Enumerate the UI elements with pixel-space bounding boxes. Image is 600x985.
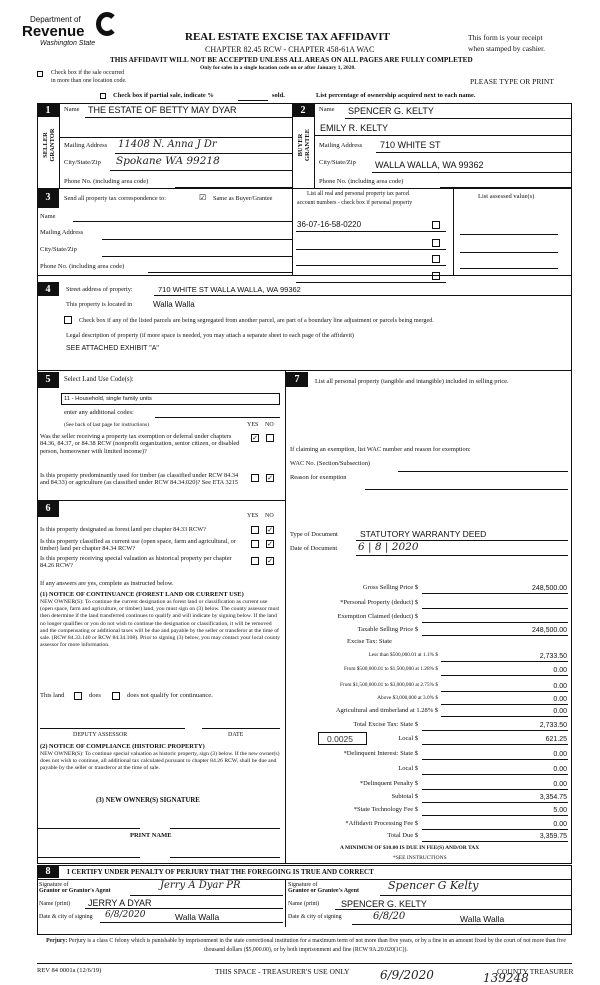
tax-row-line [441,704,568,705]
tax-row-label: *State Technology Fee $ [353,806,418,813]
doc-date[interactable]: 6 | 8 | 2020 [358,541,419,553]
grantor-name-label: Name (print) [39,901,71,907]
tax-row-label: Subtotal $ [391,793,418,800]
assessor-date-line[interactable] [202,728,280,729]
warning-text: THIS AFFIDAVIT WILL NOT BE ACCEPTED UNLESS ALL AREAS ON ALL PAGES ARE FULLY COMPLETED [110,56,473,64]
tax-row-line [422,635,568,636]
form-subtitle: CHAPTER 82.45 RCW - CHAPTER 458-61A WAC [205,45,375,54]
tax-row-label: Local $ [398,735,418,742]
corr-mail-label: Mailing Address [40,229,84,236]
wac-field[interactable] [398,471,568,472]
partial-sale-checkbox[interactable] [100,93,106,99]
grantor-sig-label-2: Grantor or Grantor's Agent [39,888,111,894]
tax-row-value[interactable]: 0.00 [553,821,567,828]
same-as-buyer-label: Same as Buyer/Grantee [213,195,273,202]
s6-question-3: Is this property receiving special valuation as historical property per chapter 84.26 RCW? [40,555,232,569]
tax-row-label: *Delinquent Interest: State $ [343,750,418,757]
tax-row-line [422,815,568,816]
deputy-assessor-label: DEPUTY ASSESSOR [73,732,128,738]
grantee-name-label: Name (print) [288,901,320,907]
section-5-number: 5 [37,372,59,388]
tax-row-value[interactable]: 0.00 [553,751,567,758]
tax-row-label: From $500,000.01 to $1,500,000 at 1.28% $ [343,666,438,672]
sold-label: sold. [272,92,285,99]
s6-no-header: NO [265,513,274,519]
grantor-city[interactable]: Walla Walla [175,912,220,922]
corr-mail-field[interactable] [102,239,292,240]
notice-continuance-title: (1) NOTICE OF CONTINUANCE (FOREST LAND OR CURRENT USE) [40,591,244,598]
seller-mail-label: Mailing Address [64,142,108,149]
certify-statement: I CERTIFY UNDER PENALTY OF PERJURY THAT THE FOREGOING IS TRUE AND CORRECT [67,868,374,876]
tax-row-value[interactable]: 0.00 [553,696,567,703]
land-use-select[interactable] [61,393,280,405]
parcel-line [296,282,446,283]
tax-row-value[interactable]: 0.00 [553,683,567,690]
seller-city-state-zip[interactable]: Spokane WA 99218 [116,155,220,167]
form-revision: REV 84 0001a (12/6/19) [37,967,102,974]
notice-compliance-title: (2) NOTICE OF COMPLIANCE (HISTORIC PROPERTY) [40,743,205,750]
legal-label: Legal description of property (if more space is needed, you may attach a separate sheet to each page of the affidavit) [66,332,354,339]
buyer-mail-label: Mailing Address [319,142,363,149]
owner-signature-line-2[interactable] [170,828,280,829]
land-use-label: Select Land Use Code(s): [64,376,134,383]
tax-row-label: *Affidavit Processing Fee $ [345,820,418,827]
see-back-note: (See back of last page for instructions) [64,422,149,428]
notice-compliance-body: NEW OWNER(S): To continue special valuation as historic property, sign (3) below. If the new owner(s) does not wish to continue, all additional tax calculated pursuant to chapter 84.26 RCW, shall be due and payable by the seller or transferor at the time of sale. [40,751,280,772]
buyer-grantee-label: BUYER GRANTEE [297,128,311,162]
reason-label: Reason for exemption [290,474,347,481]
personal-property-checkbox[interactable] [432,221,440,229]
see-instructions: *SEE INSTRUCTIONS [393,855,447,861]
does-label: does [89,692,101,699]
tax-row-value[interactable]: 0.00 [553,766,567,773]
located-value[interactable]: Walla Walla [153,300,195,309]
assessed-value-field[interactable] [460,252,558,253]
only-for-text: Only for sales in a single location code on or after January 1, 2020. [200,65,356,71]
minimum-note: A MINIMUM OF $10.00 IS DUE IN FEE(S) AND/OR TAX [340,845,480,851]
tax-row-value[interactable]: 3,359.75 [539,833,567,840]
section-3-number: 3 [37,188,59,208]
send-correspondence-label: Send all property tax correspondence to: [64,195,166,202]
doc-type-label: Type of Document [290,531,338,538]
parcel-number[interactable]: 36-07-16-58-0220 [297,220,362,229]
deputy-assessor-signature-line[interactable] [40,728,185,729]
assessed-value-field[interactable] [460,234,558,235]
multi-location-label-1: Check box if the sale occurred [51,70,125,76]
tax-row-label: Gross Selling Price $ [362,584,418,591]
tax-row-label: Taxable Selling Price $ [357,626,418,633]
segregate-checkbox[interactable] [64,316,72,324]
parcel-line [296,265,446,266]
buyer-phone-label: Phone No. (including area code) [319,178,404,185]
buyer-name-label: Name [319,106,335,113]
tax-row-value[interactable]: 0.00 [553,667,567,674]
does-qualify-checkbox[interactable] [74,692,82,700]
tax-row-label: Above $3,000,000 at 3.0% $ [377,695,438,701]
buyer-name-2[interactable]: EMILY R. KELTY [320,123,389,133]
grantor-date[interactable]: 6/8/2020 [105,910,146,920]
partial-percent-field[interactable] [238,100,268,101]
seller-grantor-label: SELLER GRANTOR [42,128,56,162]
section-7-number: 7 [286,372,308,387]
if-yes-note: If any answers are yes, complete as instructed below. [40,580,174,587]
treasurer-space-label: THIS SPACE - TREASURER'S USE ONLY [215,967,350,976]
seller-phone-label: Phone No. (including area code) [64,178,149,185]
section-2-number: 2 [292,103,314,117]
seller-name-label: Name [64,106,80,113]
reason-field[interactable] [365,489,568,490]
tax-row-value[interactable]: 0.00 [553,781,567,788]
street-label: Street address of property: [66,286,133,293]
grantee-print-name[interactable]: SPENCER G. KELTY [341,899,427,909]
tax-row-label: Excise Tax: State [347,638,392,645]
local-rate-box[interactable] [318,732,367,745]
this-land-label: This land [40,692,65,699]
tax-row-label: Agricultural and timberland at 1.28% $ [335,707,438,714]
tax-row-line [422,608,568,609]
parcel-header-1: List all real and personal property tax parcel [307,191,410,197]
seller-mailing-address[interactable]: 11408 N. Anna J Dr [118,139,217,150]
grantee-sig-label-1: Signature of [288,882,318,888]
perjury-notice [42,937,570,954]
tax-row-label: Exemption Claimed (deduct) $ [337,613,418,620]
logo-state: Washington State [40,40,96,47]
receipt-note-1: This form is your receipt [468,33,543,42]
s5-yes-header: YES [247,422,259,428]
s5-q1-no-checkbox[interactable] [266,434,274,442]
s6-q3-yes-checkbox[interactable] [251,557,259,565]
grantor-print-name[interactable]: JERRY A DYAR [88,898,152,908]
section-4-number: 4 [37,282,59,296]
owner-signature-line-1[interactable] [37,828,140,829]
grantee-city[interactable]: Walla Walla [460,914,505,924]
grantee-signature[interactable]: Spencer G Kelty [388,879,479,892]
s5-q2-no-checkbox[interactable]: ✓ [267,474,273,482]
tax-row-value[interactable]: 248,500.00 [531,585,567,592]
multi-location-checkbox[interactable] [37,71,43,77]
segregate-label: Check box if any of the listed parcels are being segregated from another parcel, are part of a boundary line adjustment or parcels being merged. [79,317,434,324]
tax-row-label: Total Excise Tax: State $ [353,721,418,728]
tax-row-value[interactable]: 2,733.50 [539,653,567,660]
section-1-number: 1 [37,103,59,117]
tax-row-value[interactable]: 0.00 [553,708,567,715]
form-title: REAL ESTATE EXCISE TAX AFFIDAVIT [185,31,390,43]
notice-continuance-body: NEW OWNER(S): To continue the current designation as forest land or classification as current use (open space, farm and agriculture, or timber) land, you must sign on (3) below. The county assessor must then determine if the land transferred continues to qualify and will indicate by signing below. If the land no longer qualifies or you do not wish to continue the designation or classification, it will be removed and the compensating or additional taxes will be due and payable by the seller or transferor at the time of sale. (RCW 84.33.140 or RCW 84.34.108). Prior to signing (3) below, you may contact your local county assessor for more information. [40,599,280,649]
tax-row-line [422,802,568,803]
corr-city-label: City/State/Zip [40,246,77,253]
s6-question-2: Is this property classified as current use (open space, farm and agricultural, or timber) land per chapter 84.34 RCW? [40,538,236,552]
personal-property-checkbox[interactable] [432,272,440,280]
doc-type[interactable]: STATUTORY WARRANTY DEED [360,529,487,539]
grantor-date-label: Date & city of signing [39,914,93,920]
tax-row-line [441,691,568,692]
corr-name-field[interactable] [73,221,292,222]
treasurer-stamp-date: 6/9/2020 [380,968,434,982]
tax-row-line [441,661,568,662]
s5-q2-yes-checkbox[interactable] [251,474,259,482]
s6-q2-no-checkbox[interactable]: ✓ [267,540,273,548]
perjury-text: Perjury is a class C felony which is punishable by imprisonment in the state correctional institution for a maximum term of not more than five years, or by a fine in an amount fixed by the court of not more than five thousand dollars ($5,000.00), or by both imprisonment and fine (RCW 9A.20.020(1C)). [68,938,566,953]
tax-row-line [422,774,568,775]
buyer-mailing-address[interactable]: 710 WHITE ST [380,140,441,150]
corr-phone-field[interactable] [148,272,292,273]
tax-row-line [422,593,568,594]
assessed-value-field[interactable] [460,268,558,269]
s5-question-2: Is this property predominantly used for timber (as classified under RCW 84.34 and 84.33) or agriculture (as classified under RCW 84.34.020)? See ETA 3215 [40,472,239,486]
tax-row-label: *Personal Property (deduct) $ [340,599,418,606]
print-name-line-2[interactable] [170,857,280,858]
s6-q1-yes-checkbox[interactable] [251,526,259,534]
doc-date-label: Date of Document [290,545,338,552]
personal-property-checkbox[interactable] [432,239,440,247]
does-not-label: does not qualify for continuance. [127,692,213,699]
logo-revenue: Revenue [22,23,85,40]
section-6-number: 6 [37,501,59,517]
land-use-value: 11 - Household, single family units [64,396,152,402]
seller-name[interactable]: THE ESTATE OF BETTY MAY DYAR [88,105,237,115]
tax-row-value[interactable]: 3,354.75 [539,794,567,801]
tax-row-value[interactable]: 621.25 [545,736,567,743]
assessed-header: List assessed value(s) [478,193,535,200]
tax-row-value[interactable]: 2,733.50 [539,722,567,729]
parcel-line [296,249,446,250]
grantee-date-label: Date & city of signing [288,914,342,920]
s5-question-1: Was the seller receiving a property tax exemption or deferral under chapters 84.36, 84.37, or 84.38 RCW (nonprofit organization, senior citizen, or disabled person, homeowner with limited income)? [40,433,240,455]
tax-row-line [422,744,568,745]
wac-label: WAC No. (Section/Subsection) [290,460,371,467]
tax-row-line [422,622,568,623]
buyer-city-state-zip[interactable]: WALLA WALLA, WA 99362 [375,160,484,170]
grantor-signature[interactable]: Jerry A Dyar PR [160,880,241,891]
perjury-label: Perjury: [46,938,68,944]
multi-location-label-2: in more than one location code. [51,78,127,84]
buyer-name-1[interactable]: SPENCER G. KELTY [348,106,434,116]
section-8-number: 8 [37,865,59,878]
s6-question-1: Is this property designated as forest land per chapter 84.33 RCW? [40,526,206,533]
corr-name-label: Name [40,213,56,220]
tax-row-value[interactable]: 5.00 [553,807,567,814]
s6-q2-yes-checkbox[interactable] [251,540,259,548]
tax-row-line [422,841,568,842]
s5-no-header: NO [265,422,274,428]
tax-row-line [422,789,568,790]
additional-codes-field[interactable] [155,417,280,418]
logo-mark-icon [96,12,118,36]
tax-row-line [441,716,568,717]
personal-property-label: List all personal property (tangible and intangible) included in selling price. [315,378,509,385]
treasurer-receipt-number: 139248 [483,971,529,985]
receipt-note-2: when stamped by cashier. [468,44,546,53]
s6-q1-no-checkbox[interactable]: ✓ [267,526,273,534]
tax-row-label: Local $ [398,765,418,772]
located-label: This property is located in [66,301,133,308]
tax-row-label: From $1,500,000.01 to $3,000,000 at 2.75% $ [340,682,438,688]
tax-row-line [422,730,568,731]
same-as-buyer-checkbox[interactable]: ☑ [199,193,207,202]
grantor-sig-label-1: Signature of [39,882,69,888]
tax-row-line [422,759,568,760]
grantee-date[interactable]: 6/8/20 [373,911,406,922]
s6-yes-header: YES [247,513,259,519]
buyer-city-label: City/State/Zip [319,159,356,166]
partial-sale-label: Check box if partial sale, indicate % [113,92,214,99]
new-owner-signature-title: (3) NEW OWNER(S) SIGNATURE [96,797,200,804]
personal-property-checkbox[interactable] [432,255,440,263]
print-name-line-1[interactable] [37,857,140,858]
ownership-note: List percentage of ownership acquired next to each name. [316,92,476,99]
parcel-header-2: account numbers - check box if personal property [297,200,413,206]
street-address[interactable]: 710 WHITE ST WALLA WALLA, WA 99362 [158,285,301,294]
please-type-text: PLEASE TYPE OR PRINT [470,77,554,86]
does-not-qualify-checkbox[interactable] [112,692,120,700]
assessor-date-label: DATE [228,732,244,738]
county-treasurer-label: COUNTY TREASURER [497,967,574,976]
tax-row-value[interactable]: 248,500.00 [531,627,567,634]
parcel-line [296,231,446,232]
corr-city-field[interactable] [102,256,292,257]
seller-city-label: City/State/Zip [64,159,101,166]
tax-row-label: *Delinquent Penalty $ [359,780,418,787]
s5-q1-yes-checkbox[interactable]: ✓ [252,434,258,442]
logo-dept: Department of [30,15,81,24]
additional-codes-label: enter any additional codes: [64,409,134,416]
s6-q3-no-checkbox[interactable]: ✓ [267,557,273,565]
exemption-label: If claiming an exemption, list WAC number and reason for exemption: [290,446,471,453]
legal-description[interactable]: SEE ATTACHED EXHIBIT "A" [66,345,159,352]
tax-row-line [422,829,568,830]
tax-row-line [441,675,568,676]
tax-row-label: Total Due $ [387,832,418,839]
local-rate: 0.0025 [327,734,353,744]
corr-phone-label: Phone No. (including area code) [40,263,125,270]
print-name-label: PRINT NAME [130,832,172,839]
tax-row-label: Less than $500,000.01 at 1.1% $ [368,652,438,658]
grantee-sig-label-2: Grantee or Grantee's Agent [288,888,360,894]
